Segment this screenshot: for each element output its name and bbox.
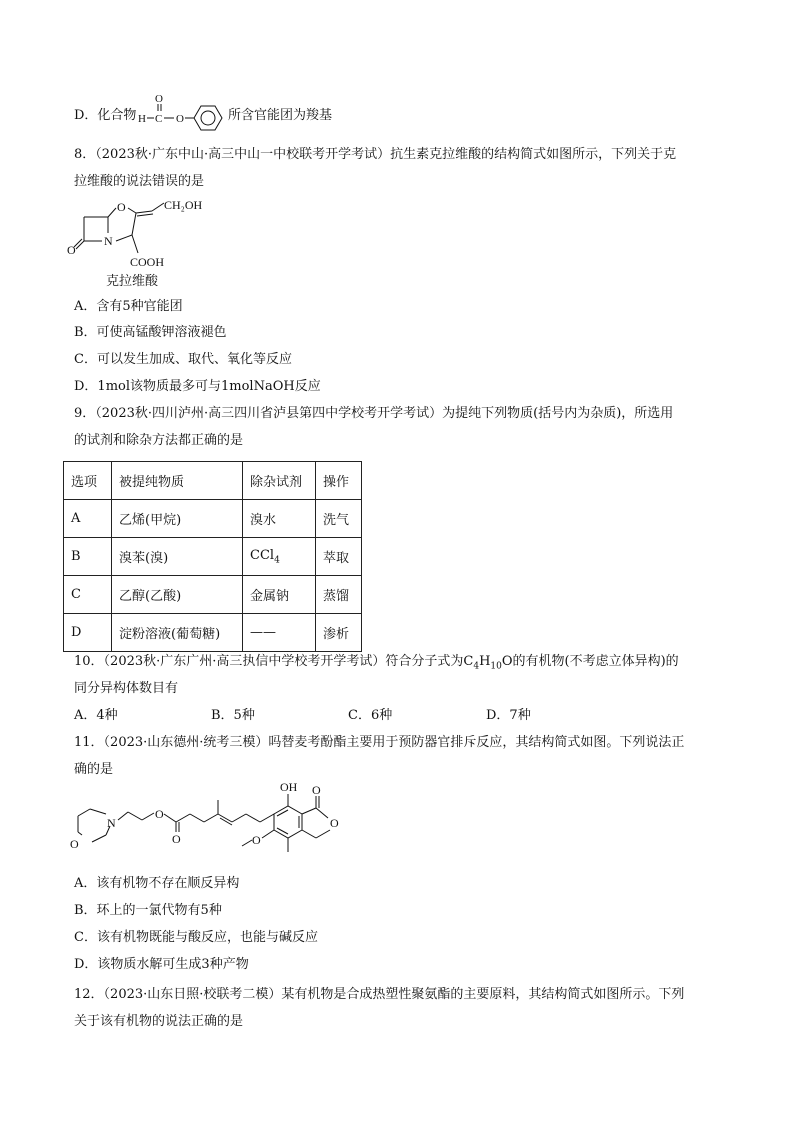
table-cell: —— xyxy=(243,614,316,652)
methoxy-o: O xyxy=(252,833,261,847)
q7-o-top-label: O xyxy=(155,93,163,105)
morpholine-n: N xyxy=(107,816,116,830)
table-header-cell: 选项 xyxy=(64,462,112,500)
ester-carbonyl-o: O xyxy=(172,832,181,846)
table-cell: 渗析 xyxy=(316,614,362,652)
q8-option-d[interactable]: D．1mol该物质最多可与1molNaOH反应 xyxy=(74,379,321,394)
table-row[interactable] xyxy=(64,500,362,538)
ester-o: O xyxy=(155,807,164,821)
table-row[interactable] xyxy=(64,576,362,614)
ccl-text: CCl xyxy=(250,547,275,563)
q10-option-a[interactable]: A．4种 xyxy=(74,708,118,723)
q7-option-d-prefix: D．化合物 xyxy=(74,108,137,123)
q11-option-b[interactable]: B．环上的一氯代物有5种 xyxy=(74,903,222,918)
mycophenolate-mofetil-structure xyxy=(66,780,366,880)
q8-option-b[interactable]: B．可使高锰酸钾溶液褪色 xyxy=(74,325,227,340)
clav-o-carbonyl: O xyxy=(67,243,76,257)
q10-stem-line1 xyxy=(74,652,679,677)
clav-ch2oh: CH₂OH xyxy=(164,198,203,212)
morpholine-o: O xyxy=(70,837,79,851)
table-cell: A xyxy=(64,500,112,538)
table-cell: D xyxy=(64,614,112,652)
q12-stem-line1: 12．（2023·山东日照·校联考二模）某有机物是合成热塑性聚氨酯的主要原料，其结构简式如图所示。下列 xyxy=(74,987,685,1002)
clav-caption: 克拉维酸 xyxy=(106,273,159,288)
q10-sub-h: 10 xyxy=(490,661,502,672)
table-cell: 洗气 xyxy=(316,500,362,538)
q9-table xyxy=(63,461,362,652)
q7-formate-structure xyxy=(138,92,230,132)
q7-option-d[interactable] xyxy=(74,106,136,126)
table-header-row xyxy=(64,462,362,500)
clav-o-ring: O xyxy=(117,200,126,214)
phenol-oh: OH xyxy=(280,780,298,794)
q10-option-b[interactable]: B．5种 xyxy=(211,708,255,723)
q11-option-d[interactable]: D．该物质水解可生成3种产物 xyxy=(74,957,249,972)
table-cell xyxy=(243,538,316,576)
q11-option-a[interactable]: A．该有机物不存在顺反异构 xyxy=(74,876,240,891)
table-cell: 萃取 xyxy=(316,538,362,576)
table-cell: 溴水 xyxy=(243,500,316,538)
ccl-subscript: 4 xyxy=(274,555,280,566)
table-row[interactable] xyxy=(64,614,362,652)
table-cell: 溴苯(溴) xyxy=(112,538,243,576)
q10-stem-part2: O的有机物(不考虑立体异构)的 xyxy=(501,654,679,669)
q8-option-c[interactable]: C．可以发生加成、取代、氧化等反应 xyxy=(74,352,292,367)
table-cell: B xyxy=(64,538,112,576)
lactone-ring-o: O xyxy=(330,816,339,830)
clavulanic-acid-structure xyxy=(67,195,203,291)
clav-n-label: N xyxy=(104,234,113,248)
q10-option-d[interactable]: D．7种 xyxy=(486,708,531,723)
q10-sub-c: 4 xyxy=(473,661,480,672)
clav-cooh: COOH xyxy=(130,255,165,269)
table-cell: 金属钠 xyxy=(243,576,316,614)
q11-stem-line1: 11．（2023·山东德州·统考三模）吗替麦考酚酯主要用于预防器官排斥反应，其结构简式如图。下列说法正 xyxy=(74,735,685,750)
q8-option-a[interactable]: A．含有5种官能团 xyxy=(74,299,183,314)
table-cell: 乙烯(甲烷) xyxy=(112,500,243,538)
q8-stem-line1: 8．（2023秋·广东中山·高三中山一中校联考开学考试）抗生素克拉维酸的结构简式如图所示，下列关于克 xyxy=(74,147,677,162)
q10-stem-part1: 10．（2023秋·广东广州·高三执信中学校考开学考试）符合分子式为C xyxy=(74,654,474,669)
table-cell: C xyxy=(64,576,112,614)
table-header-cell: 操作 xyxy=(316,462,362,500)
q9-stem-line2: 的试剂和除杂方法都正确的是 xyxy=(74,433,244,448)
q11-option-c[interactable]: C．该有机物既能与酸反应，也能与碱反应 xyxy=(74,930,318,945)
q7-c-label: C xyxy=(155,113,163,125)
table-row[interactable] xyxy=(64,538,362,576)
table-cell: 乙醇(乙酸) xyxy=(112,576,243,614)
q10-stem-h: H xyxy=(479,654,491,669)
table-header-cell: 被提纯物质 xyxy=(112,462,243,500)
q7-h-label: H xyxy=(138,113,146,125)
q11-stem-line2: 确的是 xyxy=(74,762,114,777)
q10-stem-line2: 同分异构体数目有 xyxy=(74,681,179,696)
q7-option-d-suffix: 所含官能团为羧基 xyxy=(228,108,333,123)
q10-option-c[interactable]: C．6种 xyxy=(348,708,393,723)
q8-stem-line2: 拉维酸的说法错误的是 xyxy=(74,174,205,189)
q7-o-ring-label: O xyxy=(176,113,184,125)
table-header-cell: 除杂试剂 xyxy=(243,462,316,500)
lactone-carbonyl-o: O xyxy=(312,783,321,797)
table-cell: 蒸馏 xyxy=(316,576,362,614)
q12-stem-line2: 关于该有机物的说法正确的是 xyxy=(74,1014,244,1029)
q9-stem-line1: 9．（2023秋·四川泸州·高三四川省泸县第四中学校考开学考试）为提纯下列物质(括号内为杂质)，所选用 xyxy=(74,406,674,421)
table-cell: 淀粉溶液(葡萄糖) xyxy=(112,614,243,652)
